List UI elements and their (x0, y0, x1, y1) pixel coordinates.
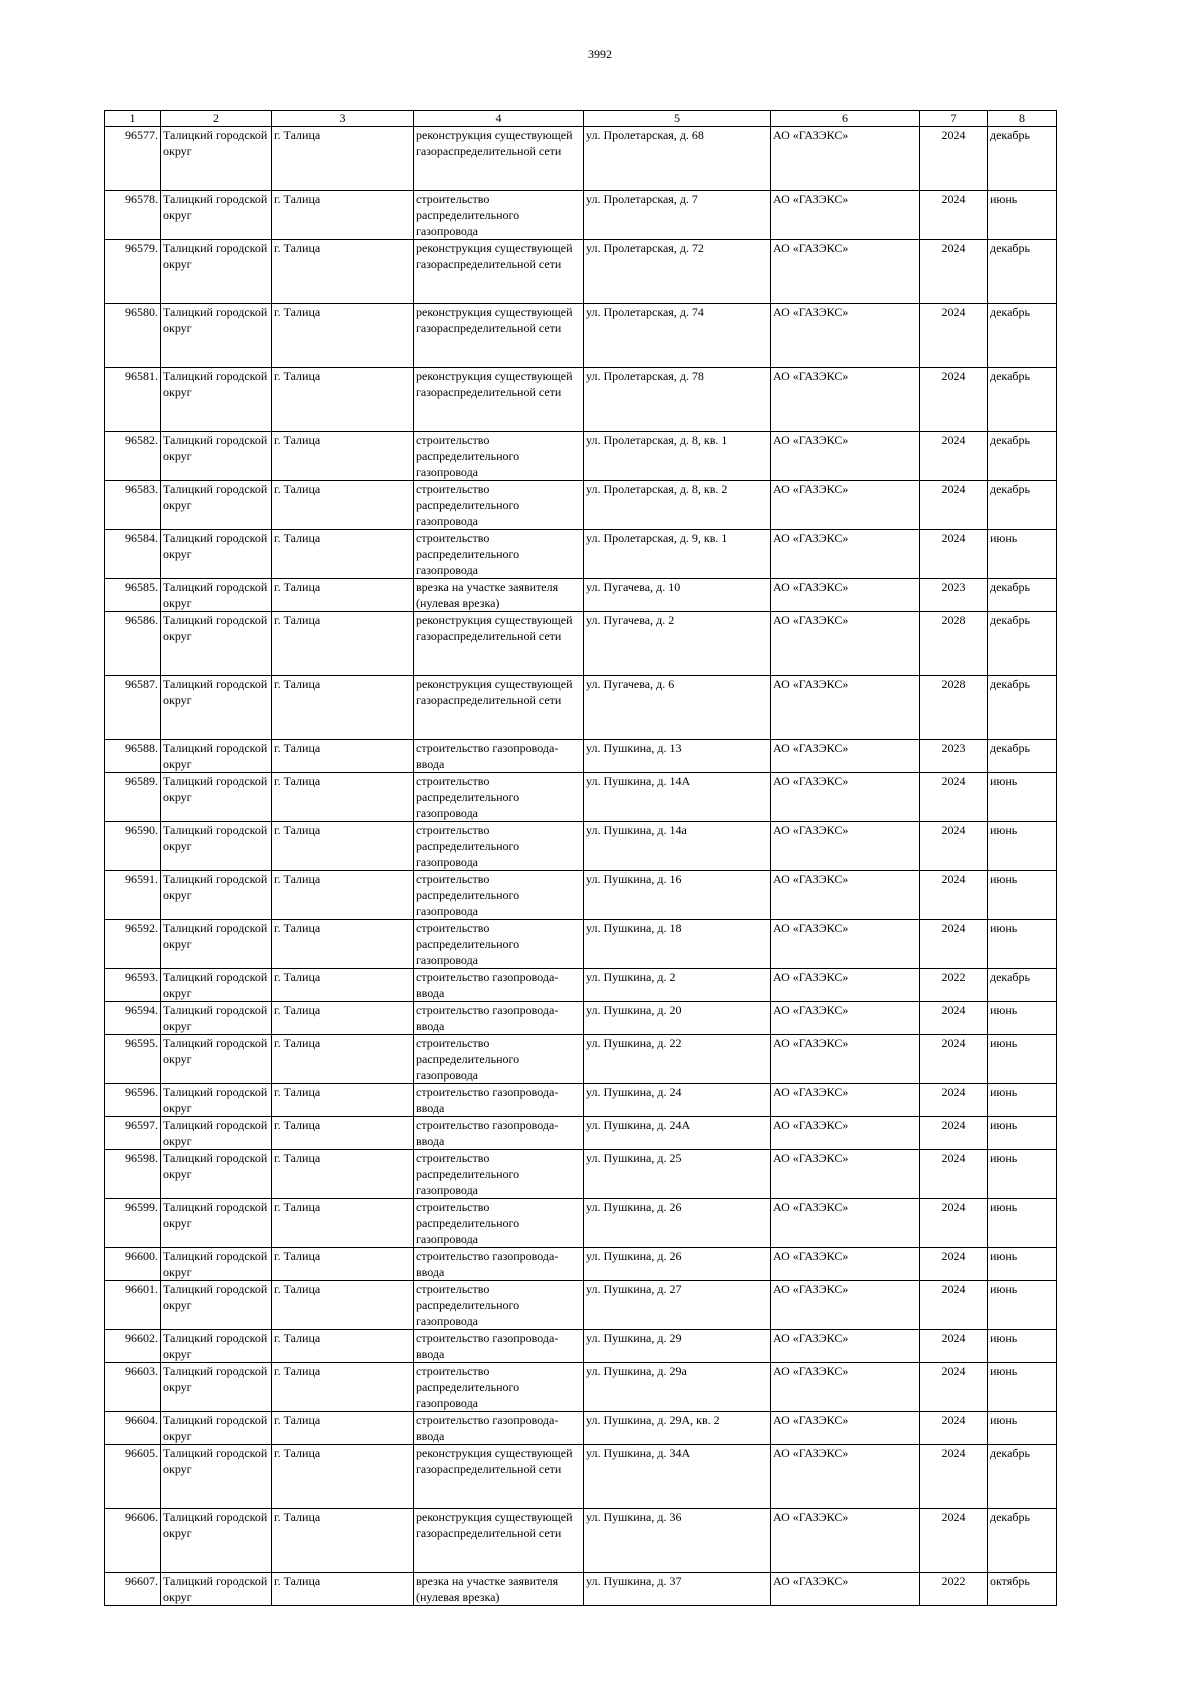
organization-cell: АО «ГАЗЭКС» (771, 969, 920, 1002)
district-cell: Талицкий городской округ (161, 1150, 272, 1199)
address-cell: ул. Пушкина, д. 13 (584, 740, 771, 773)
organization-cell: АО «ГАЗЭКС» (771, 1412, 920, 1445)
work-type-cell: строительство газопровода-ввода (414, 1084, 584, 1117)
row-number: 96605. (105, 1445, 161, 1509)
table-row (105, 1248, 1057, 1281)
address-cell: ул. Пушкина, д. 24 (584, 1084, 771, 1117)
work-type-cell: реконструкция существующей газораспределительной сети (414, 1445, 584, 1509)
column-number: 5 (584, 111, 771, 127)
year-cell: 2024 (920, 432, 988, 481)
month-cell: декабрь (988, 1445, 1057, 1509)
address-cell: ул. Пугачева, д. 10 (584, 579, 771, 612)
address-cell: ул. Пугачева, д. 6 (584, 676, 771, 740)
settlement-cell: г. Талица (272, 191, 414, 240)
gasification-table (104, 110, 1057, 1606)
address-cell: ул. Пролетарская, д. 74 (584, 304, 771, 368)
organization-cell: АО «ГАЗЭКС» (771, 1035, 920, 1084)
year-cell: 2024 (920, 1330, 988, 1363)
year-cell: 2024 (920, 1445, 988, 1509)
district-cell: Талицкий городской округ (161, 481, 272, 530)
table-row (105, 871, 1057, 920)
table-row (105, 1445, 1057, 1509)
organization-cell: АО «ГАЗЭКС» (771, 1330, 920, 1363)
settlement-cell: г. Талица (272, 1412, 414, 1445)
organization-cell: АО «ГАЗЭКС» (771, 1117, 920, 1150)
month-cell: июнь (988, 1002, 1057, 1035)
row-number: 96604. (105, 1412, 161, 1445)
address-cell: ул. Пролетарская, д. 7 (584, 191, 771, 240)
district-cell: Талицкий городской округ (161, 1084, 272, 1117)
row-number: 96603. (105, 1363, 161, 1412)
address-cell: ул. Пушкина, д. 16 (584, 871, 771, 920)
row-number: 96598. (105, 1150, 161, 1199)
year-cell: 2024 (920, 191, 988, 240)
district-cell: Талицкий городской округ (161, 1509, 272, 1573)
table-row (105, 1412, 1057, 1445)
work-type-cell: врезка на участке заявителя (нулевая врезка) (414, 1573, 584, 1606)
district-cell: Талицкий городской округ (161, 191, 272, 240)
month-cell: декабрь (988, 612, 1057, 676)
month-cell: июнь (988, 191, 1057, 240)
settlement-cell: г. Талица (272, 1150, 414, 1199)
district-cell: Талицкий городской округ (161, 1412, 272, 1445)
year-cell: 2024 (920, 1150, 988, 1199)
address-cell: ул. Пушкина, д. 14а (584, 822, 771, 871)
year-cell: 2024 (920, 530, 988, 579)
settlement-cell: г. Талица (272, 676, 414, 740)
settlement-cell: г. Талица (272, 481, 414, 530)
settlement-cell: г. Талица (272, 1117, 414, 1150)
table-row (105, 579, 1057, 612)
table-row (105, 676, 1057, 740)
month-cell: июнь (988, 1281, 1057, 1330)
row-number: 96585. (105, 579, 161, 612)
organization-cell: АО «ГАЗЭКС» (771, 1248, 920, 1281)
address-cell: ул. Пролетарская, д. 72 (584, 240, 771, 304)
table-row (105, 127, 1057, 191)
year-cell: 2024 (920, 1002, 988, 1035)
district-cell: Талицкий городской округ (161, 1330, 272, 1363)
organization-cell: АО «ГАЗЭКС» (771, 1509, 920, 1573)
row-number: 96607. (105, 1573, 161, 1606)
address-cell: ул. Пушкина, д. 24А (584, 1117, 771, 1150)
column-number: 1 (105, 111, 161, 127)
organization-cell: АО «ГАЗЭКС» (771, 1002, 920, 1035)
address-cell: ул. Пролетарская, д. 8, кв. 2 (584, 481, 771, 530)
organization-cell: АО «ГАЗЭКС» (771, 1363, 920, 1412)
organization-cell: АО «ГАЗЭКС» (771, 530, 920, 579)
month-cell: июнь (988, 530, 1057, 579)
organization-cell: АО «ГАЗЭКС» (771, 676, 920, 740)
organization-cell: АО «ГАЗЭКС» (771, 1150, 920, 1199)
work-type-cell: реконструкция существующей газораспределительной сети (414, 127, 584, 191)
table-row (105, 773, 1057, 822)
year-cell: 2024 (920, 1363, 988, 1412)
settlement-cell: г. Талица (272, 1199, 414, 1248)
table-row (105, 1509, 1057, 1573)
column-number: 7 (920, 111, 988, 127)
organization-cell: АО «ГАЗЭКС» (771, 432, 920, 481)
work-type-cell: строительство распределительного газопровода (414, 1281, 584, 1330)
organization-cell: АО «ГАЗЭКС» (771, 1199, 920, 1248)
district-cell: Талицкий городской округ (161, 612, 272, 676)
district-cell: Талицкий городской округ (161, 1363, 272, 1412)
month-cell: декабрь (988, 481, 1057, 530)
work-type-cell: строительство распределительного газопровода (414, 822, 584, 871)
table-row (105, 1084, 1057, 1117)
month-cell: июнь (988, 1117, 1057, 1150)
settlement-cell: г. Талица (272, 127, 414, 191)
row-number: 96595. (105, 1035, 161, 1084)
work-type-cell: строительство распределительного газопровода (414, 432, 584, 481)
address-cell: ул. Пушкина, д. 29а (584, 1363, 771, 1412)
work-type-cell: строительство газопровода-ввода (414, 1117, 584, 1150)
column-number: 3 (272, 111, 414, 127)
address-cell: ул. Пролетарская, д. 9, кв. 1 (584, 530, 771, 579)
work-type-cell: строительство газопровода-ввода (414, 1330, 584, 1363)
year-cell: 2024 (920, 1084, 988, 1117)
district-cell: Талицкий городской округ (161, 1573, 272, 1606)
district-cell: Талицкий городской округ (161, 240, 272, 304)
row-number: 96582. (105, 432, 161, 481)
address-cell: ул. Пролетарская, д. 8, кв. 1 (584, 432, 771, 481)
row-number: 96602. (105, 1330, 161, 1363)
row-number: 96590. (105, 822, 161, 871)
settlement-cell: г. Талица (272, 432, 414, 481)
work-type-cell: строительство распределительного газопровода (414, 920, 584, 969)
address-cell: ул. Пушкина, д. 14А (584, 773, 771, 822)
year-cell: 2024 (920, 1412, 988, 1445)
settlement-cell: г. Талица (272, 304, 414, 368)
work-type-cell: строительство распределительного газопровода (414, 871, 584, 920)
work-type-cell: строительство газопровода-ввода (414, 1002, 584, 1035)
row-number: 96580. (105, 304, 161, 368)
table-row (105, 530, 1057, 579)
work-type-cell: реконструкция существующей газораспределительной сети (414, 676, 584, 740)
address-cell: ул. Пушкина, д. 26 (584, 1248, 771, 1281)
column-number-row (105, 111, 1057, 127)
work-type-cell: строительство распределительного газопровода (414, 1035, 584, 1084)
month-cell: июнь (988, 1084, 1057, 1117)
month-cell: декабрь (988, 304, 1057, 368)
table-row (105, 1573, 1057, 1606)
address-cell: ул. Пушкина, д. 29 (584, 1330, 771, 1363)
organization-cell: АО «ГАЗЭКС» (771, 871, 920, 920)
month-cell: декабрь (988, 1509, 1057, 1573)
table-row (105, 1199, 1057, 1248)
row-number: 96596. (105, 1084, 161, 1117)
work-type-cell: реконструкция существующей газораспределительной сети (414, 368, 584, 432)
settlement-cell: г. Талица (272, 1281, 414, 1330)
table-row (105, 1363, 1057, 1412)
month-cell: июнь (988, 773, 1057, 822)
settlement-cell: г. Талица (272, 920, 414, 969)
settlement-cell: г. Талица (272, 773, 414, 822)
row-number: 96599. (105, 1199, 161, 1248)
work-type-cell: строительство распределительного газопровода (414, 1199, 584, 1248)
month-cell: декабрь (988, 368, 1057, 432)
month-cell: июнь (988, 1199, 1057, 1248)
row-number: 96583. (105, 481, 161, 530)
row-number: 96606. (105, 1509, 161, 1573)
year-cell: 2024 (920, 822, 988, 871)
row-number: 96600. (105, 1248, 161, 1281)
year-cell: 2028 (920, 612, 988, 676)
district-cell: Талицкий городской округ (161, 368, 272, 432)
table-row (105, 191, 1057, 240)
table-row (105, 1035, 1057, 1084)
address-cell: ул. Пушкина, д. 26 (584, 1199, 771, 1248)
row-number: 96601. (105, 1281, 161, 1330)
table-row (105, 969, 1057, 1002)
organization-cell: АО «ГАЗЭКС» (771, 1281, 920, 1330)
year-cell: 2024 (920, 1281, 988, 1330)
year-cell: 2024 (920, 368, 988, 432)
page-number: 3992 (588, 47, 612, 61)
work-type-cell: врезка на участке заявителя (нулевая врезка) (414, 579, 584, 612)
address-cell: ул. Пушкина, д. 2 (584, 969, 771, 1002)
settlement-cell: г. Талица (272, 871, 414, 920)
district-cell: Талицкий городской округ (161, 1002, 272, 1035)
month-cell: октябрь (988, 1573, 1057, 1606)
row-number: 96597. (105, 1117, 161, 1150)
organization-cell: АО «ГАЗЭКС» (771, 822, 920, 871)
address-cell: ул. Пушкина, д. 36 (584, 1509, 771, 1573)
district-cell: Талицкий городской округ (161, 920, 272, 969)
settlement-cell: г. Талица (272, 1035, 414, 1084)
settlement-cell: г. Талица (272, 1573, 414, 1606)
month-cell: декабрь (988, 740, 1057, 773)
settlement-cell: г. Талица (272, 530, 414, 579)
table-row (105, 1002, 1057, 1035)
work-type-cell: реконструкция существующей газораспределительной сети (414, 240, 584, 304)
row-number: 96591. (105, 871, 161, 920)
year-cell: 2024 (920, 1509, 988, 1573)
year-cell: 2022 (920, 969, 988, 1002)
year-cell: 2022 (920, 1573, 988, 1606)
month-cell: июнь (988, 1035, 1057, 1084)
row-number: 96577. (105, 127, 161, 191)
settlement-cell: г. Талица (272, 612, 414, 676)
district-cell: Талицкий городской округ (161, 1035, 272, 1084)
district-cell: Талицкий городской округ (161, 822, 272, 871)
table-row (105, 920, 1057, 969)
address-cell: ул. Пушкина, д. 20 (584, 1002, 771, 1035)
row-number: 96586. (105, 612, 161, 676)
row-number: 96588. (105, 740, 161, 773)
year-cell: 2024 (920, 773, 988, 822)
settlement-cell: г. Талица (272, 969, 414, 1002)
settlement-cell: г. Талица (272, 1248, 414, 1281)
table-row (105, 368, 1057, 432)
district-cell: Талицкий городской округ (161, 1445, 272, 1509)
month-cell: декабрь (988, 127, 1057, 191)
table-row (105, 1150, 1057, 1199)
work-type-cell: реконструкция существующей газораспределительной сети (414, 304, 584, 368)
year-cell: 2024 (920, 240, 988, 304)
district-cell: Талицкий городской округ (161, 530, 272, 579)
table-row (105, 432, 1057, 481)
table-row (105, 740, 1057, 773)
work-type-cell: строительство распределительного газопровода (414, 530, 584, 579)
year-cell: 2024 (920, 304, 988, 368)
row-number: 96581. (105, 368, 161, 432)
settlement-cell: г. Талица (272, 822, 414, 871)
address-cell: ул. Пугачева, д. 2 (584, 612, 771, 676)
organization-cell: АО «ГАЗЭКС» (771, 127, 920, 191)
year-cell: 2023 (920, 579, 988, 612)
row-number: 96594. (105, 1002, 161, 1035)
row-number: 96579. (105, 240, 161, 304)
month-cell: декабрь (988, 969, 1057, 1002)
work-type-cell: строительство газопровода-ввода (414, 1248, 584, 1281)
month-cell: июнь (988, 871, 1057, 920)
month-cell: июнь (988, 1150, 1057, 1199)
address-cell: ул. Пролетарская, д. 68 (584, 127, 771, 191)
column-number: 4 (414, 111, 584, 127)
year-cell: 2024 (920, 1248, 988, 1281)
district-cell: Талицкий городской округ (161, 432, 272, 481)
settlement-cell: г. Талица (272, 1509, 414, 1573)
organization-cell: АО «ГАЗЭКС» (771, 740, 920, 773)
year-cell: 2024 (920, 1199, 988, 1248)
table-row (105, 240, 1057, 304)
organization-cell: АО «ГАЗЭКС» (771, 1084, 920, 1117)
row-number: 96592. (105, 920, 161, 969)
district-cell: Талицкий городской округ (161, 1281, 272, 1330)
district-cell: Талицкий городской округ (161, 1248, 272, 1281)
row-number: 96578. (105, 191, 161, 240)
table-row (105, 1330, 1057, 1363)
district-cell: Талицкий городской округ (161, 579, 272, 612)
address-cell: ул. Пушкина, д. 18 (584, 920, 771, 969)
column-number: 8 (988, 111, 1057, 127)
column-number: 6 (771, 111, 920, 127)
table-row (105, 1117, 1057, 1150)
organization-cell: АО «ГАЗЭКС» (771, 240, 920, 304)
district-cell: Талицкий городской округ (161, 740, 272, 773)
settlement-cell: г. Талица (272, 368, 414, 432)
address-cell: ул. Пушкина, д. 29А, кв. 2 (584, 1412, 771, 1445)
organization-cell: АО «ГАЗЭКС» (771, 773, 920, 822)
column-number: 2 (161, 111, 272, 127)
settlement-cell: г. Талица (272, 579, 414, 612)
organization-cell: АО «ГАЗЭКС» (771, 612, 920, 676)
work-type-cell: строительство газопровода-ввода (414, 969, 584, 1002)
row-number: 96587. (105, 676, 161, 740)
district-cell: Талицкий городской округ (161, 127, 272, 191)
district-cell: Талицкий городской округ (161, 773, 272, 822)
row-number: 96584. (105, 530, 161, 579)
year-cell: 2024 (920, 1035, 988, 1084)
year-cell: 2024 (920, 127, 988, 191)
month-cell: июнь (988, 1330, 1057, 1363)
month-cell: декабрь (988, 579, 1057, 612)
work-type-cell: строительство распределительного газопровода (414, 191, 584, 240)
settlement-cell: г. Талица (272, 240, 414, 304)
year-cell: 2028 (920, 676, 988, 740)
district-cell: Талицкий городской округ (161, 304, 272, 368)
work-type-cell: реконструкция существующей газораспределительной сети (414, 612, 584, 676)
year-cell: 2024 (920, 1117, 988, 1150)
table-row (105, 481, 1057, 530)
month-cell: июнь (988, 920, 1057, 969)
work-type-cell: строительство газопровода-ввода (414, 1412, 584, 1445)
month-cell: июнь (988, 822, 1057, 871)
district-cell: Талицкий городской округ (161, 676, 272, 740)
address-cell: ул. Пушкина, д. 27 (584, 1281, 771, 1330)
year-cell: 2023 (920, 740, 988, 773)
table-row (105, 822, 1057, 871)
row-number: 96593. (105, 969, 161, 1002)
settlement-cell: г. Талица (272, 1084, 414, 1117)
organization-cell: АО «ГАЗЭКС» (771, 579, 920, 612)
year-cell: 2024 (920, 481, 988, 530)
district-cell: Талицкий городской округ (161, 969, 272, 1002)
work-type-cell: строительство распределительного газопровода (414, 481, 584, 530)
work-type-cell: строительство газопровода-ввода (414, 740, 584, 773)
district-cell: Талицкий городской округ (161, 871, 272, 920)
organization-cell: АО «ГАЗЭКС» (771, 481, 920, 530)
settlement-cell: г. Талица (272, 1363, 414, 1412)
month-cell: декабрь (988, 676, 1057, 740)
district-cell: Талицкий городской округ (161, 1199, 272, 1248)
month-cell: декабрь (988, 432, 1057, 481)
work-type-cell: строительство распределительного газопровода (414, 1363, 584, 1412)
row-number: 96589. (105, 773, 161, 822)
organization-cell: АО «ГАЗЭКС» (771, 1445, 920, 1509)
month-cell: июнь (988, 1412, 1057, 1445)
district-cell: Талицкий городской округ (161, 1117, 272, 1150)
work-type-cell: строительство распределительного газопровода (414, 773, 584, 822)
address-cell: ул. Пролетарская, д. 78 (584, 368, 771, 432)
table-row (105, 304, 1057, 368)
settlement-cell: г. Талица (272, 740, 414, 773)
organization-cell: АО «ГАЗЭКС» (771, 191, 920, 240)
month-cell: июнь (988, 1248, 1057, 1281)
address-cell: ул. Пушкина, д. 37 (584, 1573, 771, 1606)
year-cell: 2024 (920, 920, 988, 969)
organization-cell: АО «ГАЗЭКС» (771, 920, 920, 969)
work-type-cell: реконструкция существующей газораспределительной сети (414, 1509, 584, 1573)
settlement-cell: г. Талица (272, 1002, 414, 1035)
organization-cell: АО «ГАЗЭКС» (771, 1573, 920, 1606)
organization-cell: АО «ГАЗЭКС» (771, 304, 920, 368)
month-cell: июнь (988, 1363, 1057, 1412)
year-cell: 2024 (920, 871, 988, 920)
month-cell: декабрь (988, 240, 1057, 304)
address-cell: ул. Пушкина, д. 25 (584, 1150, 771, 1199)
address-cell: ул. Пушкина, д. 34А (584, 1445, 771, 1509)
address-cell: ул. Пушкина, д. 22 (584, 1035, 771, 1084)
table-row (105, 1281, 1057, 1330)
settlement-cell: г. Талица (272, 1330, 414, 1363)
organization-cell: АО «ГАЗЭКС» (771, 368, 920, 432)
table-row (105, 612, 1057, 676)
work-type-cell: строительство распределительного газопровода (414, 1150, 584, 1199)
settlement-cell: г. Талица (272, 1445, 414, 1509)
